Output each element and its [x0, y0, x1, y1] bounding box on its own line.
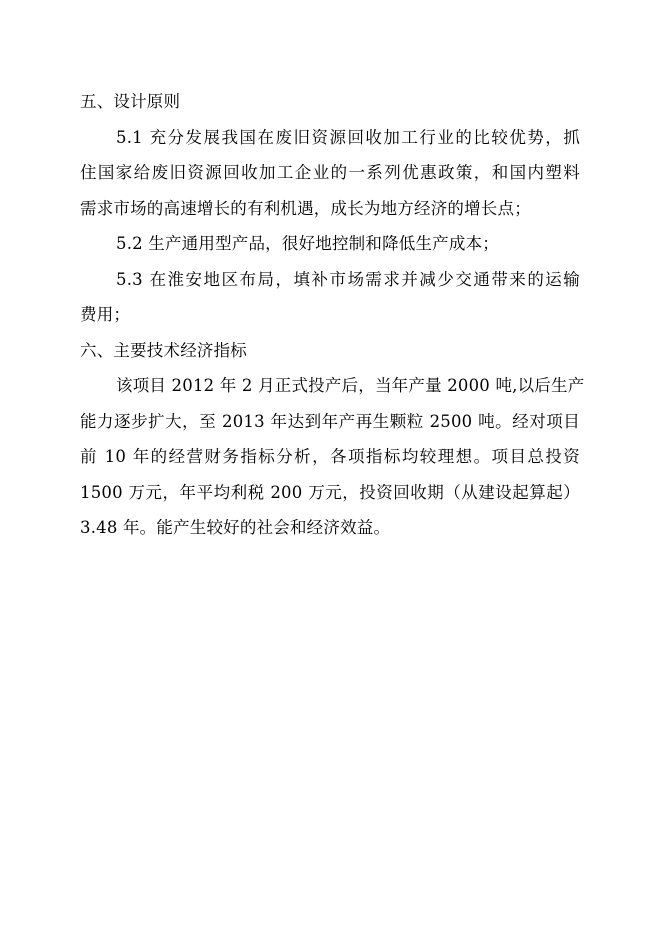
document-body — [80, 84, 585, 546]
section-heading-technical-indicators: 六、主要技术经济指标 — [80, 340, 247, 360]
text-line: 需求市场的高速增长的有利机遇，成长为地方经济的增长点； — [80, 198, 531, 218]
paragraph-5-1 — [80, 120, 580, 227]
section-heading-design-principles: 五、设计原则 — [80, 92, 181, 111]
text-line: 该项目 2012 年 2 月正式投产后，当年产量 2000 吨,以后生产 — [116, 376, 585, 395]
text-line: 费用； — [80, 305, 131, 324]
text-line: 前 10 年的经营财务指标分析，各项指标均较理想。项目总投资 — [80, 447, 580, 466]
text-line: 1500 万元，年平均利税 200 万元，投资回收期（从建设起算起） — [80, 482, 580, 502]
paragraph-5-3 — [80, 262, 580, 333]
paragraph-indicators — [80, 368, 585, 546]
text-line: 住国家给废旧资源回收加工企业的一系列优惠政策，和国内塑料 — [80, 163, 580, 182]
text-line: 5.3 在淮安地区布局，填补市场需求并减少交通带来的运输 — [116, 269, 580, 289]
text-line: 5.1 充分发展我国在废旧资源回收加工行业的比较优势，抓 — [116, 127, 580, 147]
text-line: 5.2 生产通用型产品，很好地控制和降低生产成本； — [116, 234, 499, 253]
text-line: 3.48 年。能产生较好的社会和经济效益。 — [80, 518, 391, 537]
paragraph-5-2 — [80, 226, 580, 262]
text-line: 能力逐步扩大，至 2013 年达到年产再生颗粒 2500 吨。经对项目 — [80, 411, 580, 431]
